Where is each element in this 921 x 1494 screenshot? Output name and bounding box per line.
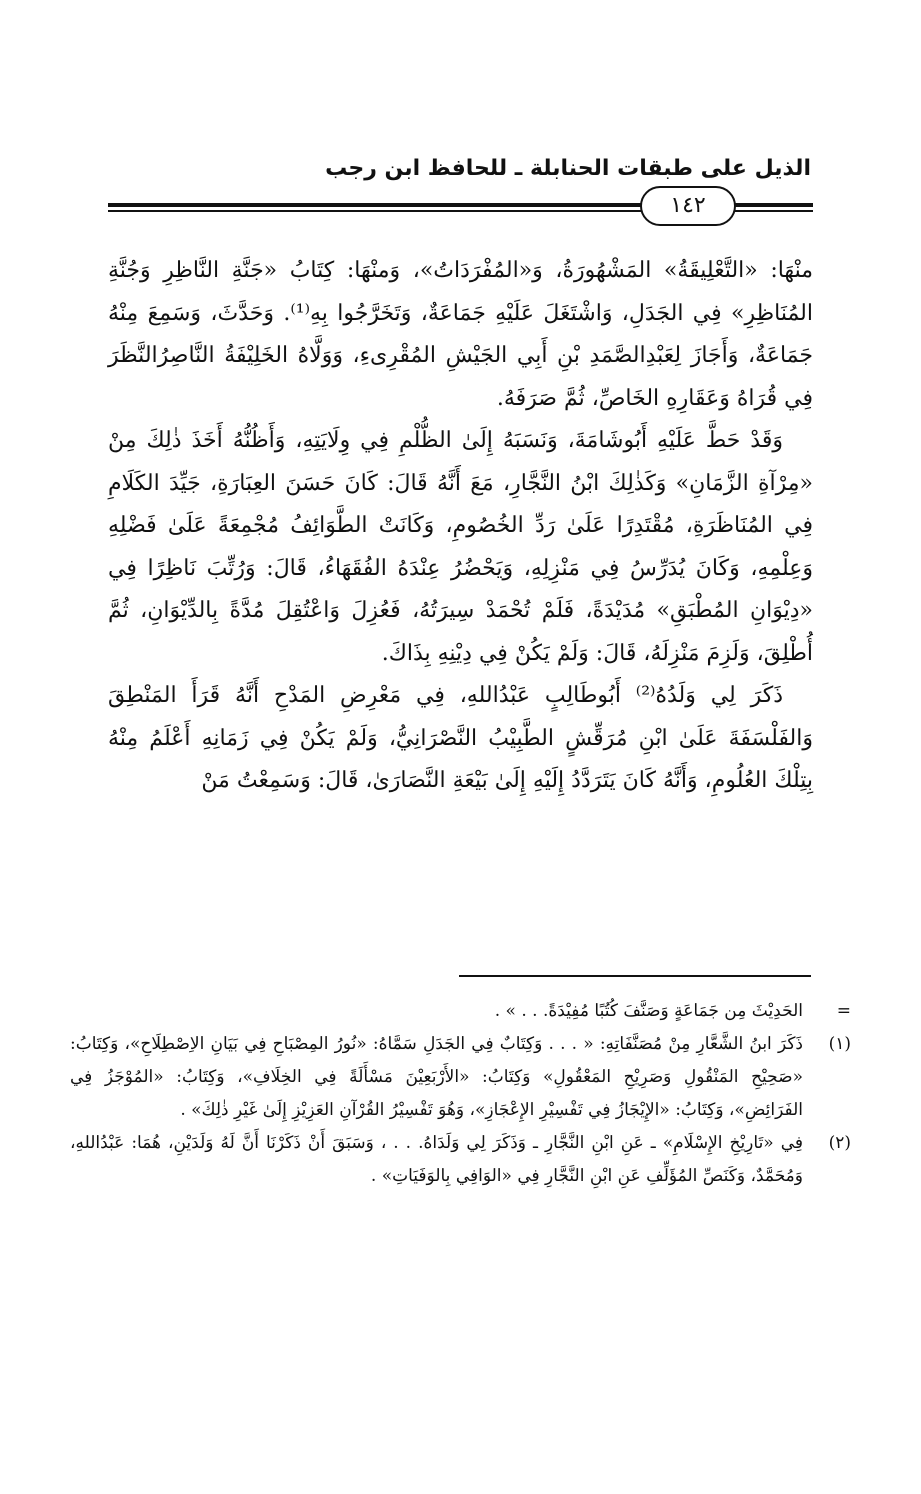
- header-rule-right-thin: [733, 210, 813, 212]
- footnote-text: ذَكَرَ ابنُ الشَّعَّارِ مِنْ مُصَنَّفَاتِهِ: « . . . وَكِتَابٌ فِي الجَدَلِ سَمَّاهُ: «نُورُ المِصْبَاحِ فِي بَيَانِ الاِصْطِلَاحِ»، وَكِتَابُ: «صَحِيْحِ المَنْقُولِ وَصَرِيْحِ المَعْقُولِ» وَكِتَابُ: «الأَرْبَعِيْنَ مَسْأَلَةً فِي الخِلَافِ»، وَكِتَابُ: «المُوْجَزُ فِي الفَرَائِضِ»، وَكِتَابُ: «الإِيْجَازُ فِي تَفْسِيْرِ الإِعْجَازِ»، وَهُوَ تَفْسِيْرُ القُرْآنِ العَزِيْزِ إِلَىٰ غَيْرِ ذٰلِكَ» .: [70, 1034, 803, 1120]
- header-rule-right: [733, 203, 813, 207]
- footnote-item: [70, 1127, 851, 1193]
- footnote-item: [70, 1028, 851, 1127]
- paragraph: وَقَدْ حَطَّ عَلَيْهِ أَبُوشَامَةَ، وَنَسَبَهُ إِلَىٰ الظُّلْمِ فِي وِلَايَتِهِ، وَأَظُنُّهُ أَخَذَ ذٰلِكَ مِنْ «مِرْآةِ الزَّمَانِ» وَكَذٰلِكَ ابْنُ النَّجَّارِ، مَعَ أَنَّهُ قَالَ: كَانَ حَسَنَ العِبَارَةِ، جَيِّدَ الكَلَامِ فِي المُنَاظَرَةِ، مُقْتَدِرًا عَلَىٰ رَدِّ الخُصُومِ، وَكَانَتْ الطَّوَائِفُ مُجْمِعَةً عَلَىٰ فَضْلِهِ وَعِلْمِهِ، وَكَانَ يُدَرِّسُ فِي مَنْزِلِهِ، وَيَحْضُرُ عِنْدَهُ الفُقَهَاءُ، قَالَ: وَرُتِّبَ نَاظِرًا فِي «دِيْوَانِ المُطْبَقِ» مُدَيْدَةً، فَلَمْ تُحْمَدْ سِيرَتُهُ، فَعُزِلَ وَاعْتُقِلَ مُدَّةً بِالدِّيْوَانِ، ثُمَّ أُطْلِقَ، وَلَزِمَ مَنْزِلَهُ، قَالَ: وَلَمْ يَكُنْ فِي دِيْنِهِ بِذَاكَ.: [108, 428, 813, 666]
- footnote-text: الحَدِيْثَ مِن جَمَاعَةٍ وَصَنَّفَ كُتُبًا مُفِيْدَةً. . . » .: [494, 1001, 803, 1021]
- main-text: [108, 250, 813, 803]
- footnote-marker: (٢): [828, 1133, 851, 1153]
- running-title: الذيل على طبقات الحنابلة ـ للحافظ ابن رجب: [325, 156, 811, 181]
- footnote-marker: (١): [828, 1034, 851, 1054]
- footnote-marker: =: [836, 1001, 851, 1021]
- page-number: ١٤٢: [640, 186, 736, 226]
- header-rule-left: [108, 203, 643, 207]
- paragraph: منْهَا: «التَّعْلِيقَةُ» المَشْهُورَةُ، وَ«المُفْرَدَاتُ»، وَمنْهَا: كِتَابُ «جَنَّةِ النَّاظِرِ وَجُنَّةِ المُنَاظِرِ» فِي الجَدَلِ، وَاشْتَغَلَ عَلَيْهِ جَمَاعَةٌ، وَتَخَرَّجُوا بِهِ⁽¹⁾. وَحَدَّثَ، وَسَمِعَ مِنْهُ جَمَاعَةٌ، وَأَجَازَ لِعَبْدِالصَّمَدِ بْنِ أَبِي الجَيْشِ المُقْرِىءِ، وَوَلَّاهُ الخَلِيْفَةُ النَّاصِرُالنَّظَرَ فِي قُرَاهُ وَعَقَارِهِ الخَاصِّ، ثُمَّ صَرَفَهُ.: [108, 258, 813, 411]
- footnotes: [70, 995, 851, 1193]
- footnote-continuation: [70, 995, 851, 1028]
- footnote-separator: [459, 975, 811, 977]
- paragraph: ذَكَرَ لِي وَلَدُهُ⁽²⁾ أَبُوطَالِبٍ عَبْدُاللهِ، فِي مَعْرِضِ المَدْحِ أَنَّهُ قَرَأَ المَنْطِقَ وَالفَلْسَفَةَ عَلَىٰ ابْنِ مُرَقِّشٍ الطَّبِيْبُ النَّصْرَانِيُّ، وَلَمْ يَكُنْ فِي زَمَانِهِ أَعْلَمُ مِنْهُ بِتِلْكَ العُلُومِ، وَأَنَّهُ كَانَ يَتَرَدَّدُ إِلَيْهِ إِلَىٰ بَيْعَةِ النَّصَارَىٰ، قَالَ: وَسَمِعْتُ مَنْ: [108, 683, 813, 793]
- header-rule-left-thin: [108, 210, 643, 212]
- footnote-text: فِي «تَارِيْخِ الإِسْلَامِ» ـ عَنِ ابْنِ النَّجَّارِ ـ وَذَكَرَ لِي وَلَدَاهُ. . . ، وَسَبَقَ أَنْ ذَكَرْنَا أَنَّ لَهُ وَلَدَيْنِ، هُمَا: عَبْدُاللهِ، وَمُحَمَّدٌ، وَكَنَصِّ المُؤَلِّفِ عَنِ ابْنِ النَّجَّارِ فِي «الوَافِي بِالوَفَيَاتِ» .: [70, 1133, 803, 1186]
